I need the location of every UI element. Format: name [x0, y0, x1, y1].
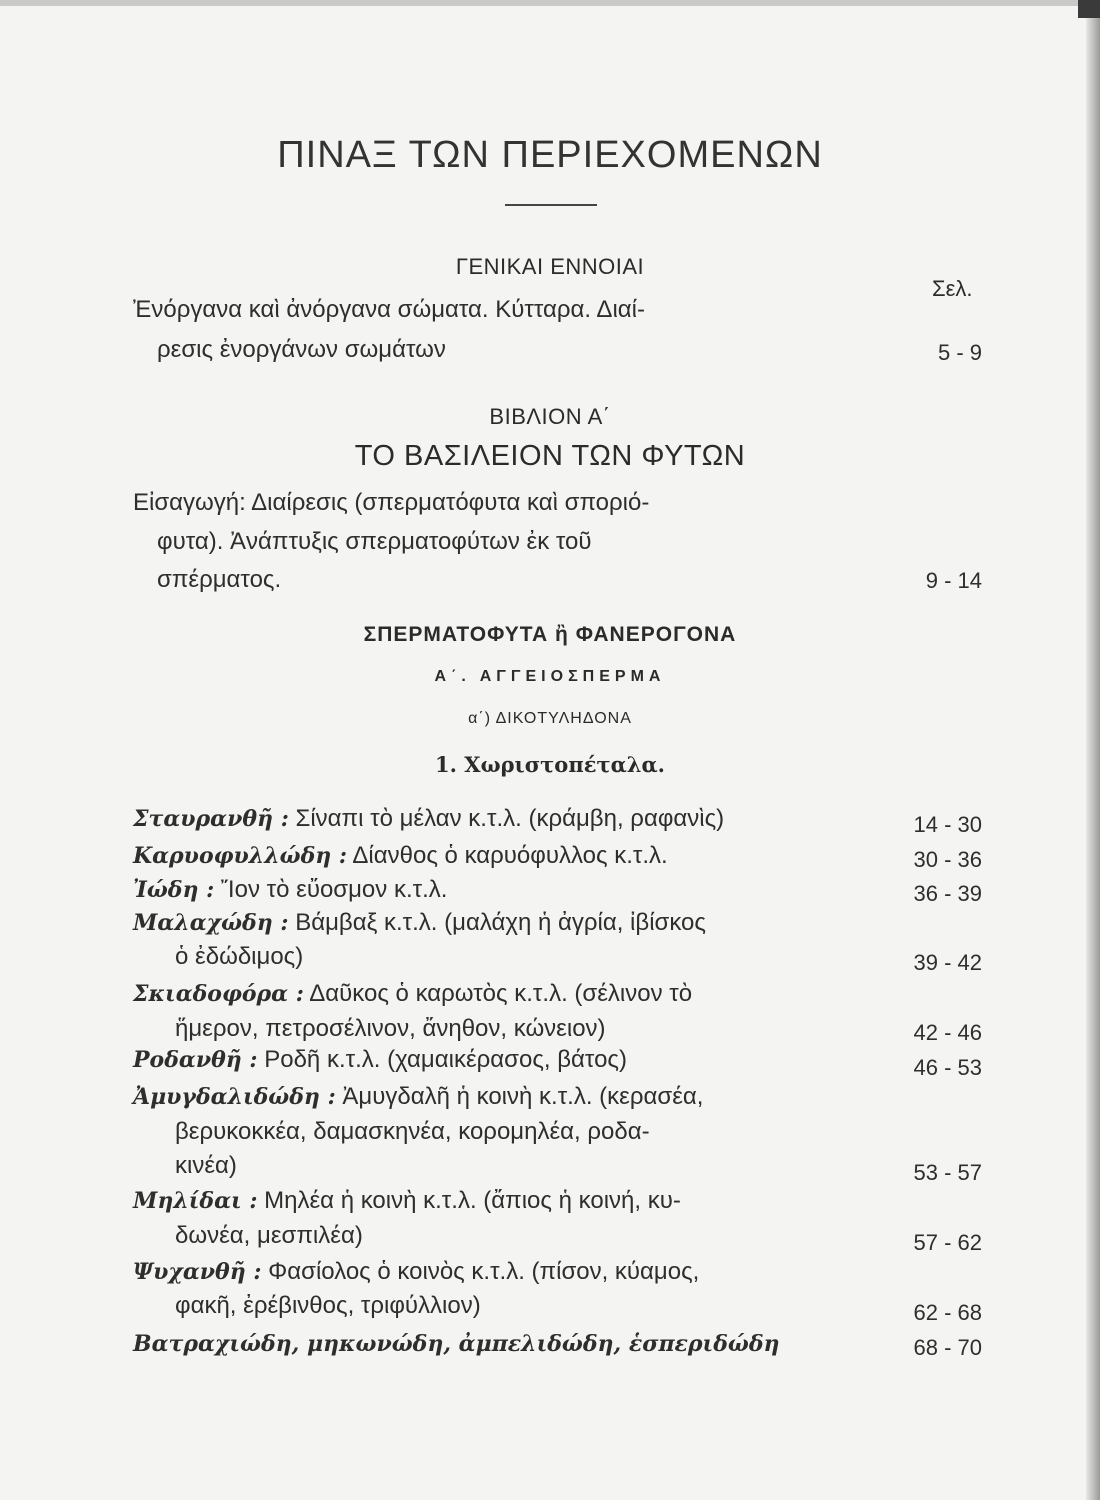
family-description-cont: φακῆ, ἐρέβινθος, τριφύλλιον): [175, 1292, 481, 1319]
family-pages: 62 - 68: [913, 1300, 982, 1325]
toc-entry: [133, 1046, 627, 1074]
title-rule: [505, 204, 597, 206]
family-description: Μηλέα ἡ κοινὴ κ.τ.λ. (ἄπιος ἡ κοινή, κυ-: [264, 1187, 681, 1214]
family-description: Ἴον τὸ εὔοσμον κ.τ.λ.: [220, 876, 448, 903]
family-name: Βατραχιώδη, μηκωνώδη, ἀμπελιδώδη, ἑσπεριδώδη: [133, 1331, 780, 1357]
toc-entry: [133, 980, 692, 1008]
toc-entry: [133, 1083, 703, 1111]
toc-entry: [133, 1258, 699, 1286]
family-description-cont: δωνέα, μεσπιλέα): [175, 1222, 363, 1249]
general-entry-line2: ρεσις ἐνοργάνων σωμάτων: [157, 336, 446, 363]
family-pages: 46 - 53: [913, 1055, 982, 1080]
intro-entry-line2: φυτα). Ἀνάπτυξις σπερματοφύτων ἐκ τοῦ: [157, 528, 592, 555]
family-description-cont: ἥμερον, πετροσέλινον, ἄνηθον, κώνειον): [175, 1015, 606, 1042]
family-pages: 68 - 70: [913, 1335, 982, 1360]
family-pages: 14 - 30: [913, 812, 982, 837]
family-description-cont: ὁ ἐδώδιμος): [175, 943, 304, 970]
section-heading-general: ΓΕΝΙΚΑΙ ΕΝΝΟΙΑΙ: [455, 254, 645, 279]
family-name: Ἀμυγδαλιδώδη :: [133, 1084, 336, 1110]
top-border: [0, 0, 1100, 6]
family-description: Σίναπι τὸ μέλαν κ.τ.λ. (κράμβη, ραφανὶς): [295, 805, 725, 832]
intro-entry-line3: σπέρματος.: [157, 566, 282, 593]
section-heading-dicotyledona: α΄) ΔΙΚΟΤΥΛΗΔΟΝΑ: [468, 710, 632, 727]
scan-corner: [1078, 0, 1100, 18]
family-description: Δίανθος ὁ καρυόφυλλος κ.τ.λ.: [352, 842, 668, 869]
kingdom-heading: ΤΟ ΒΑΣΙΛΕΙΟΝ ΤΩΝ ΦΥΤΩΝ: [354, 440, 746, 472]
family-pages: 57 - 62: [913, 1230, 982, 1255]
general-entry-pages: 5 - 9: [937, 340, 982, 365]
toc-entry: [133, 805, 724, 833]
book-label: ΒΙΒΛΙΟΝ Α΄: [489, 404, 611, 429]
page-title: ΠΙΝΑΞ ΤΩΝ ΠΕΡΙΕΧΟΜΕΝΩΝ: [277, 134, 823, 176]
family-pages: 53 - 57: [913, 1160, 982, 1185]
family-pages: 42 - 46: [913, 1020, 982, 1045]
family-name: Μηλίδαι :: [133, 1188, 258, 1214]
family-description: Ἀμυγδαλῆ ἡ κοινὴ κ.τ.λ. (κερασέα,: [342, 1083, 704, 1110]
family-name: Ψυχανθῆ :: [133, 1259, 262, 1285]
toc-entry: [133, 842, 668, 870]
family-description: Βάμβαξ κ.τ.λ. (μαλάχη ἡ ἀγρία, ἰβίσκος: [295, 909, 706, 936]
intro-entry-line1: Εἰσαγωγή: Διαίρεσις (σπερματόφυτα καὶ σποριό-: [133, 489, 650, 516]
family-name: Καρυοφυλλώδη :: [133, 843, 348, 869]
toc-entry: [133, 1187, 681, 1215]
general-entry-line1: Ἐνόργανα καὶ ἀνόργανα σώματα. Κύτταρα. Διαί-: [133, 296, 645, 323]
family-pages: 36 - 39: [913, 881, 982, 906]
family-description: Ροδῆ κ.τ.λ. (χαμαικέρασος, βάτος): [264, 1046, 627, 1073]
page-column-label: Σελ.: [932, 276, 973, 301]
family-description: Δαῦκος ὁ καρωτὸς κ.τ.λ. (σέλινον τὸ: [309, 980, 693, 1007]
family-name: Σκιαδοφόρα :: [133, 981, 304, 1007]
section-heading-angiosperma: Α΄. ΑΓΓΕΙΟΣΠΕΡΜΑ: [434, 668, 666, 685]
toc-entry: [133, 909, 706, 937]
family-name: Σταυρανθῆ :: [133, 806, 289, 832]
family-name: Μαλαχώδη :: [133, 910, 289, 936]
family-pages: 30 - 36: [913, 847, 982, 872]
toc-entry: [133, 876, 447, 904]
family-name: Ἰώδη :: [133, 877, 215, 903]
family-description-cont: βερυκοκκέα, δαμασκηνέα, κορομηλέα, ροδα-: [175, 1118, 650, 1145]
section-heading-choristopetala: 1. Χωριστοπέταλα.: [435, 752, 665, 777]
intro-entry-pages: 9 - 14: [925, 568, 982, 593]
family-name: Ροδανθῆ :: [133, 1047, 258, 1073]
right-page-edge: [1086, 0, 1100, 1500]
toc-entry: [133, 1330, 780, 1358]
family-description-cont: κινέα): [175, 1152, 237, 1179]
family-description: Φασίολος ὁ κοινὸς κ.τ.λ. (πίσον, κύαμος,: [268, 1258, 700, 1285]
section-heading-spermatophyta: ΣΠΕΡΜΑΤΟΦΥΤΑ ἢ ΦΑΝΕΡΟΓΟΝΑ: [363, 623, 737, 646]
family-pages: 39 - 42: [913, 950, 982, 975]
